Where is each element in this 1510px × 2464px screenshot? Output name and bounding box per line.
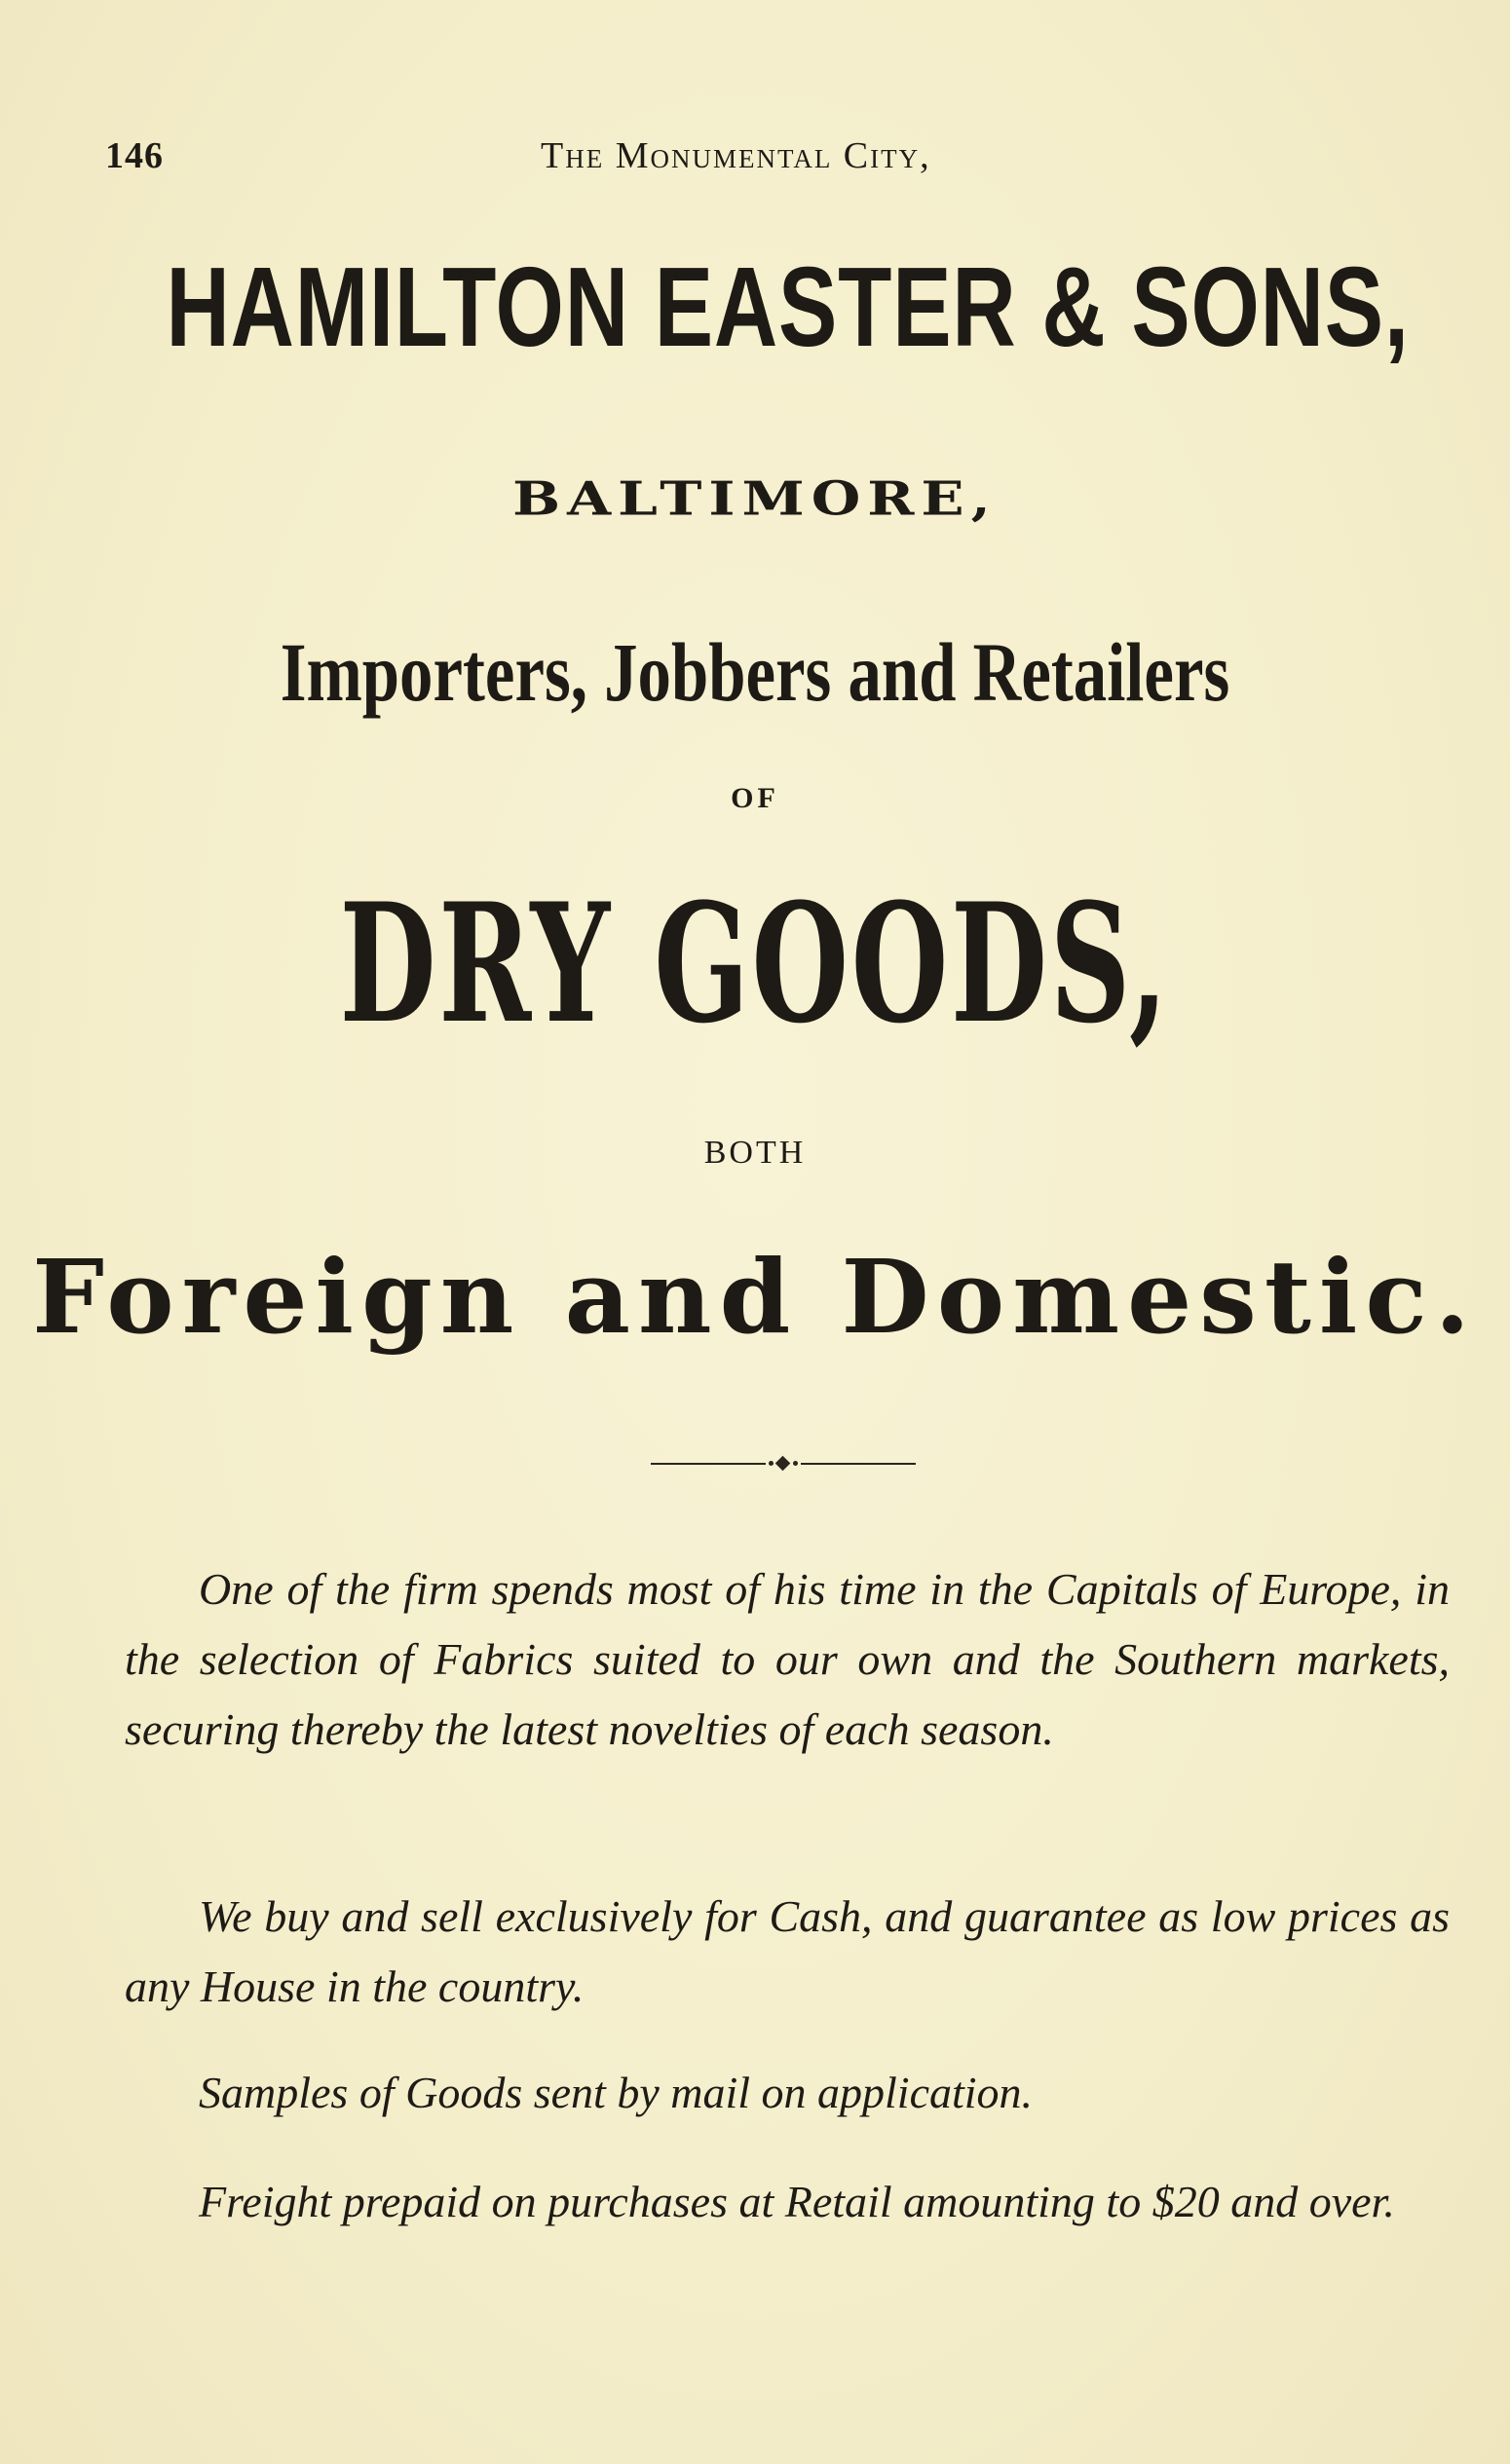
body-paragraph xyxy=(125,1554,1450,1765)
of-line: OF xyxy=(731,782,779,814)
ornament-right-rule xyxy=(801,1463,916,1465)
ornament-diamond-icon xyxy=(775,1456,791,1472)
page-header xyxy=(105,134,1411,183)
page-number: 146 xyxy=(105,135,164,176)
ornament-dot xyxy=(793,1461,798,1466)
paragraph-text: We buy and sell exclusively for Cash, and guarantee as low prices as any House in the country. xyxy=(125,1891,1450,2011)
firm-name: HAMILTON EASTER & SONS, xyxy=(166,243,1410,370)
body-paragraph xyxy=(125,2058,1450,2128)
paragraph-text: One of the firm spends most of his time in the Capitals of Europe, in the selection of Fabrics suited to our own and the Southern markets, securing thereby the latest novelties of each season. xyxy=(125,1564,1450,1754)
foreign-domestic-heading: Foreign and Domestic. xyxy=(32,1237,1478,1357)
body-paragraph xyxy=(125,2167,1450,2237)
paragraph-text: Freight prepaid on purchases at Retail amounting to $20 and over. xyxy=(199,2177,1395,2226)
city-name: BALTIMORE, xyxy=(512,471,998,526)
running-head: The Monumental City, xyxy=(541,135,931,176)
body-paragraph xyxy=(125,1882,1450,2022)
paragraph-text: Samples of Goods sent by mail on application. xyxy=(199,2068,1034,2117)
goods-heading: DRY GOODS, xyxy=(339,867,1171,1060)
trade-line: Importers, Jobbers and Retailers xyxy=(280,625,1230,719)
ornament-left-rule xyxy=(651,1463,766,1465)
ornament-dot xyxy=(769,1461,774,1466)
ornamental-rule xyxy=(651,1454,916,1474)
both-line: BOTH xyxy=(703,1135,807,1171)
